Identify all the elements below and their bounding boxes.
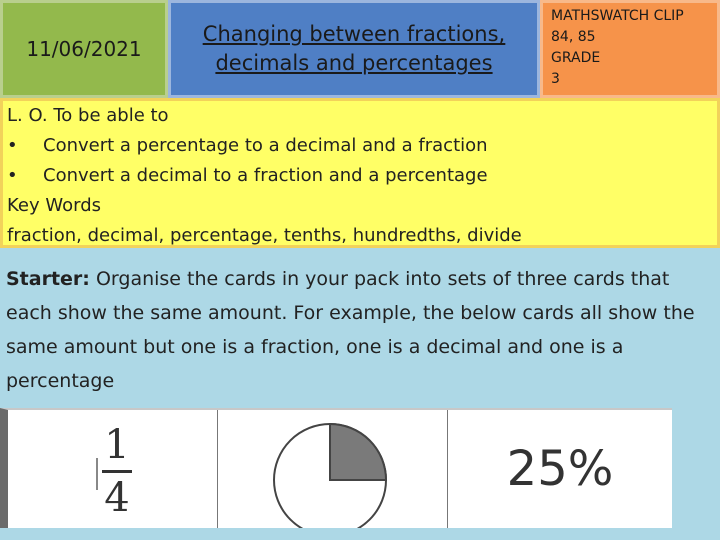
date-box xyxy=(0,0,168,98)
key-words-list: fraction, decimal, percentage, tenths, hundredths, divide xyxy=(7,225,522,246)
lesson-title-line1: Changing between fractions, xyxy=(202,22,506,46)
percentage-value: 25% xyxy=(506,441,614,497)
fraction-card xyxy=(8,410,218,528)
key-words-heading: Key Words xyxy=(7,195,101,216)
starter-label: Starter: xyxy=(6,268,90,290)
lesson-title xyxy=(203,20,505,78)
objective-item xyxy=(7,131,717,161)
grade-value: 3 xyxy=(551,71,560,87)
title-box xyxy=(168,0,540,98)
percentage-card xyxy=(448,410,672,528)
bullet: • xyxy=(7,135,18,156)
fraction xyxy=(102,422,132,521)
learning-objectives-box xyxy=(0,98,720,248)
grade-label: GRADE xyxy=(551,50,601,66)
starter-text: Organise the cards in your pack into sets of three cards that each show the same amount. For example, the below cards all show the same amount but one is a fraction, one is a decimal and one is a percentage xyxy=(6,268,695,392)
clip-numbers: 84, 85 xyxy=(551,29,596,45)
objective-text: Convert a decimal to a fraction and a percentage xyxy=(43,165,488,186)
pie-diagram xyxy=(270,410,390,528)
example-cards xyxy=(0,408,672,528)
fraction-numerator: 1 xyxy=(104,422,130,468)
card-mark xyxy=(96,458,98,490)
fraction-denominator: 4 xyxy=(104,475,130,521)
bullet: • xyxy=(7,165,18,186)
pie-shaded-slice xyxy=(330,424,386,480)
objective-text: Convert a percentage to a decimal and a fraction xyxy=(43,135,488,156)
objectives-heading: L. O. To be able to xyxy=(7,105,169,126)
lesson-title-line2: decimals and percentages xyxy=(215,51,493,75)
starter-paragraph xyxy=(6,262,718,398)
date-text: 11/06/2021 xyxy=(26,37,142,61)
mathswatch-clip-box xyxy=(540,0,720,98)
clip-label: MATHSWATCH CLIP xyxy=(551,8,684,24)
pie-card xyxy=(218,410,448,528)
fraction-bar xyxy=(102,470,132,473)
objective-item xyxy=(7,161,717,191)
